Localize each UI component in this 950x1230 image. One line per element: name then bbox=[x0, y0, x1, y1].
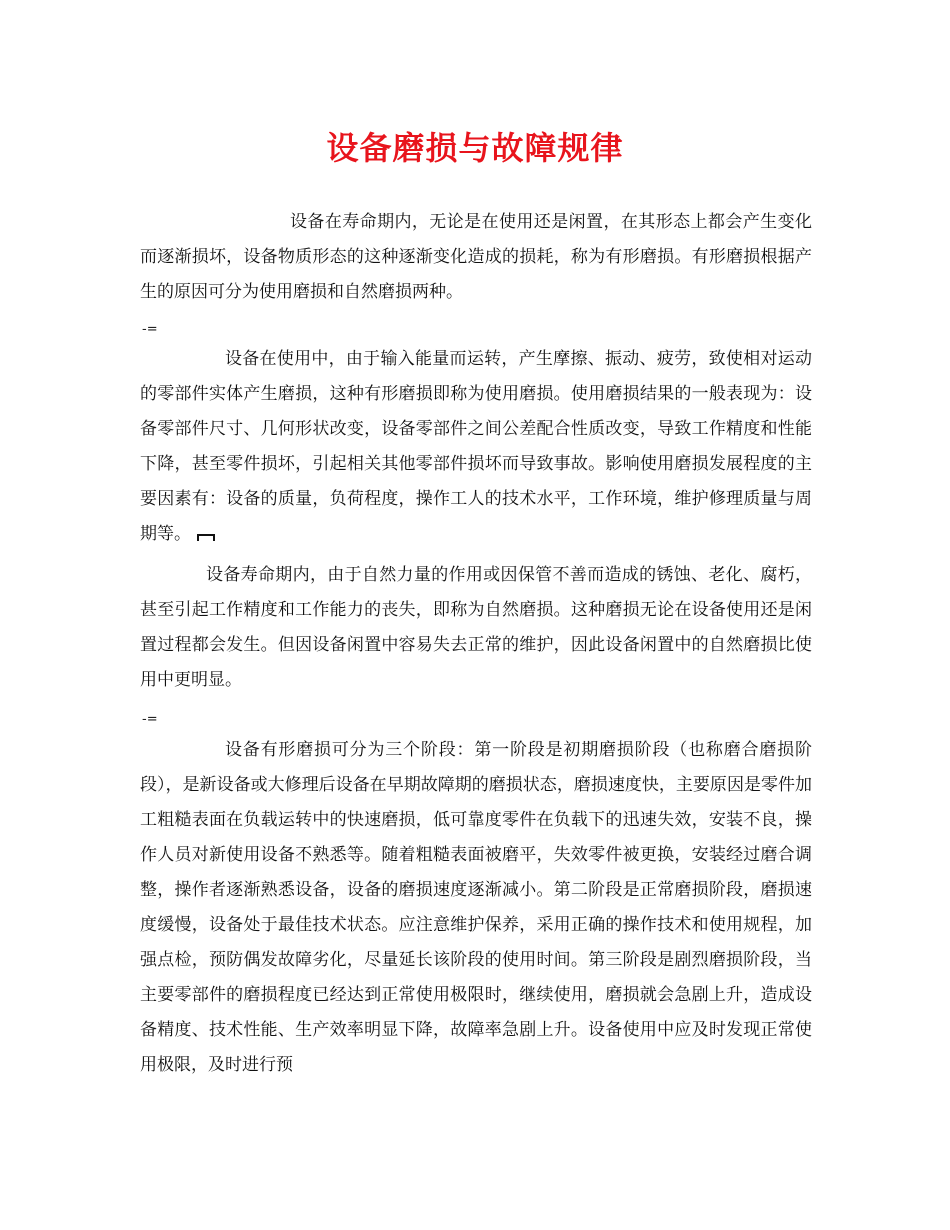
paragraph-2 bbox=[140, 342, 812, 552]
paragraph-1: 设备在寿命期内，无论是在使用还是闲置，在其形态上都会产生变化而逐渐损坏，设备物质形态的这种逐渐变化造成的损耗，称为有形磨损。有形磨损根据产生的原因可分为使用磨损和自然磨损两种。 bbox=[140, 212, 812, 302]
bracket-mark-icon bbox=[197, 534, 215, 541]
paragraph-2-text: 设备在使用中，由于输入能量而运转，产生摩擦、振动、疲劳，致使相对运动的零部件实体产生磨损，这种有形磨损即称为使用磨损。使用磨损结果的一般表现为：设备零部件尺寸、几何形状改变，设备零部件之间公差配合性质改变，导致工作精度和性能下降，甚至零件损坏，引起相关其他零部件损坏而导致事故。影响使用磨损发展程度的主要因素有：设备的质量，负荷程度，操作工人的技术水平，工作环境，维护修理质量与周期等。 bbox=[140, 349, 812, 544]
document-title: 设备磨损与故障规律 bbox=[326, 129, 624, 167]
paragraph-4: 设备有形磨损可分为三个阶段：第一阶段是初期磨损阶段（也称磨合磨损阶段），是新设备或大修理后设备在早期故障期的磨损状态，磨损速度快，主要原因是零件加工粗糙表面在负载运转中的快速磨损，低可靠度零件在负载下的迅速失效，安装不良，操作人员对新使用设备不熟悉等。随着粗糙表面被磨平，失效零件被更换，安装经过磨合调整，操作者逐渐熟悉设备，设备的磨损速度逐渐减小。第二阶段是正常磨损阶段，磨损速度缓慢，设备处于最佳技术状态。应注意维护保养，采用正确的操作技术和使用规程，加强点检，预防偶发故障劣化，尽量延长该阶段的使用时间。第三阶段是剧烈磨损阶段，当主要零部件的磨损程度已经达到正常使用极限时，继续使用，磨损就会急剧上升，造成设备精度、技术性能、生产效率明显下降，故障率急剧上升。设备使用中应及时发现正常使用极限，及时进行预 bbox=[140, 740, 812, 1075]
paragraph-marker-1: -= bbox=[142, 322, 158, 337]
paragraph-3: 设备寿命期内，由于自然力量的作用或因保管不善而造成的锈蚀、老化、腐朽，甚至引起工作精度和工作能力的丧失，即称为自然磨损。这种磨损无论在设备使用还是闲置过程都会发生。但因设备闲置中容易失去正常的维护，因此设备闲置中的自然磨损比使用中更明显。 bbox=[140, 565, 812, 690]
paragraph-marker-2: -= bbox=[142, 712, 158, 727]
